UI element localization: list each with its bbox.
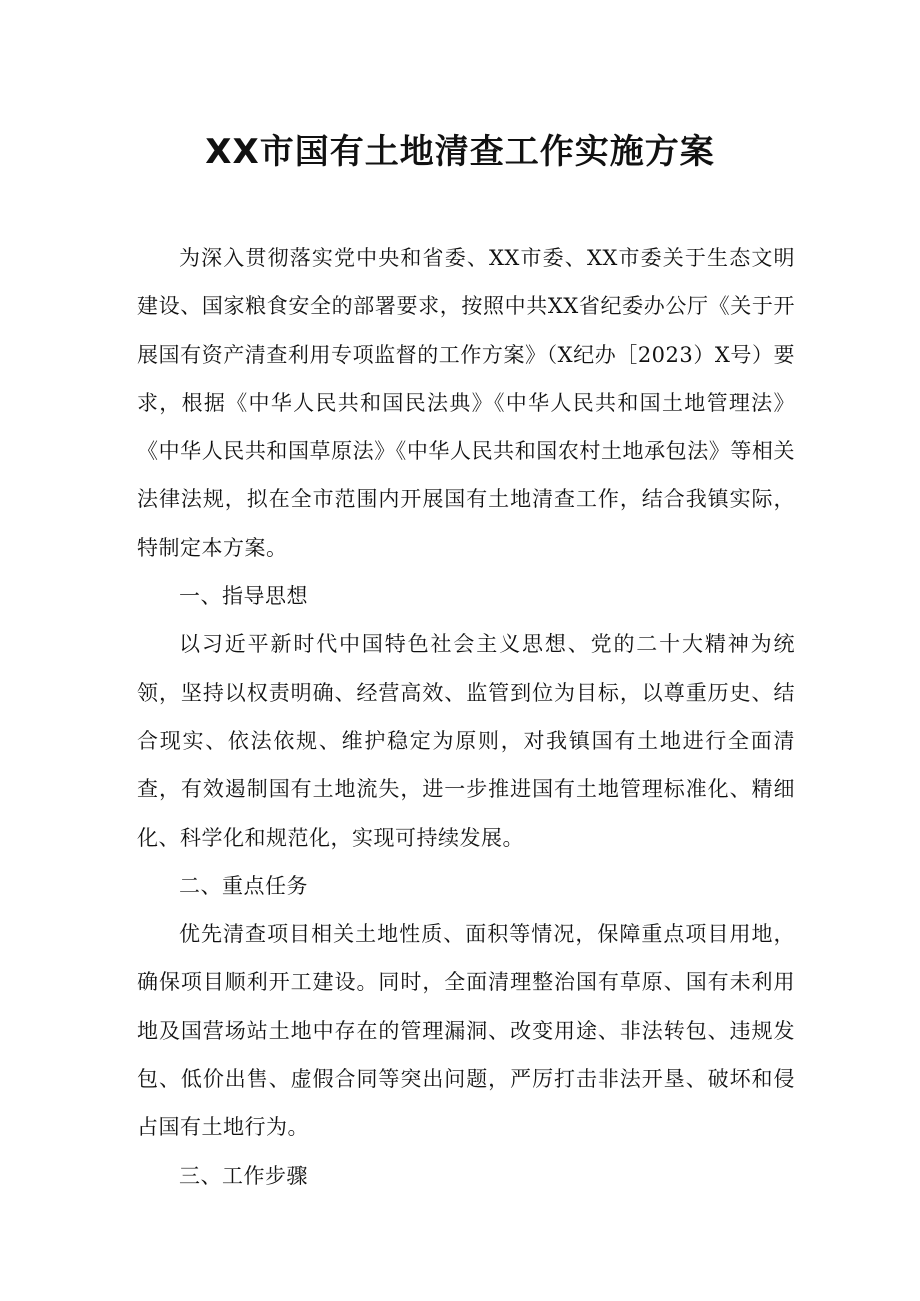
document-body xyxy=(137,234,795,1200)
key-tasks-paragraph: 优先清查项目相关土地性质、面积等情况，保障重点项目用地，确保项目顺利开工建设。同时，全面清理整治国有草原、国有未利用地及国营场站土地中存在的管理漏洞、改变用途、非法转包、违规发包、低价出售、虚假合同等突出问题，严厉打击非法开垦、破坏和侵占国有土地行为。 xyxy=(137,922,795,1140)
section-heading-guiding-ideology: 一、指导思想 xyxy=(179,584,308,609)
section-heading-key-tasks: 二、重点任务 xyxy=(179,873,308,898)
document-title: XX市国有土地清查工作实施方案 xyxy=(205,132,715,172)
guiding-ideology-paragraph: 以习近平新时代中国特色社会主义思想、党的二十大精神为统领，坚持以权责明确、经营高效、监管到位为目标，以尊重历史、结合现实、依法依规、维护稳定为原则，对我镇国有土地进行全面清查，有效遏制国有土地流失，进一步推进国有土地管理标准化、精细化、科学化和规范化，实现可持续发展。 xyxy=(137,632,795,850)
section-heading-work-steps: 三、工作步骤 xyxy=(179,1163,308,1188)
intro-paragraph: 为深入贯彻落实党中央和省委、XX市委、XX市委关于生态文明建设、国家粮食安全的部署要求，按照中共XX省纪委办公厅《关于开展国有资产清查利用专项监督的工作方案》（X纪办［2023）X号）要求，根据《中华人民共和国民法典》《中华人民共和国土地管理法》《中华人民共和国草原法》《中华人民共和国农村土地承包法》等相关法律法规，拟在全市范围内开展国有土地清查工作，结合我镇实际，特制定本方案。 xyxy=(137,246,795,560)
